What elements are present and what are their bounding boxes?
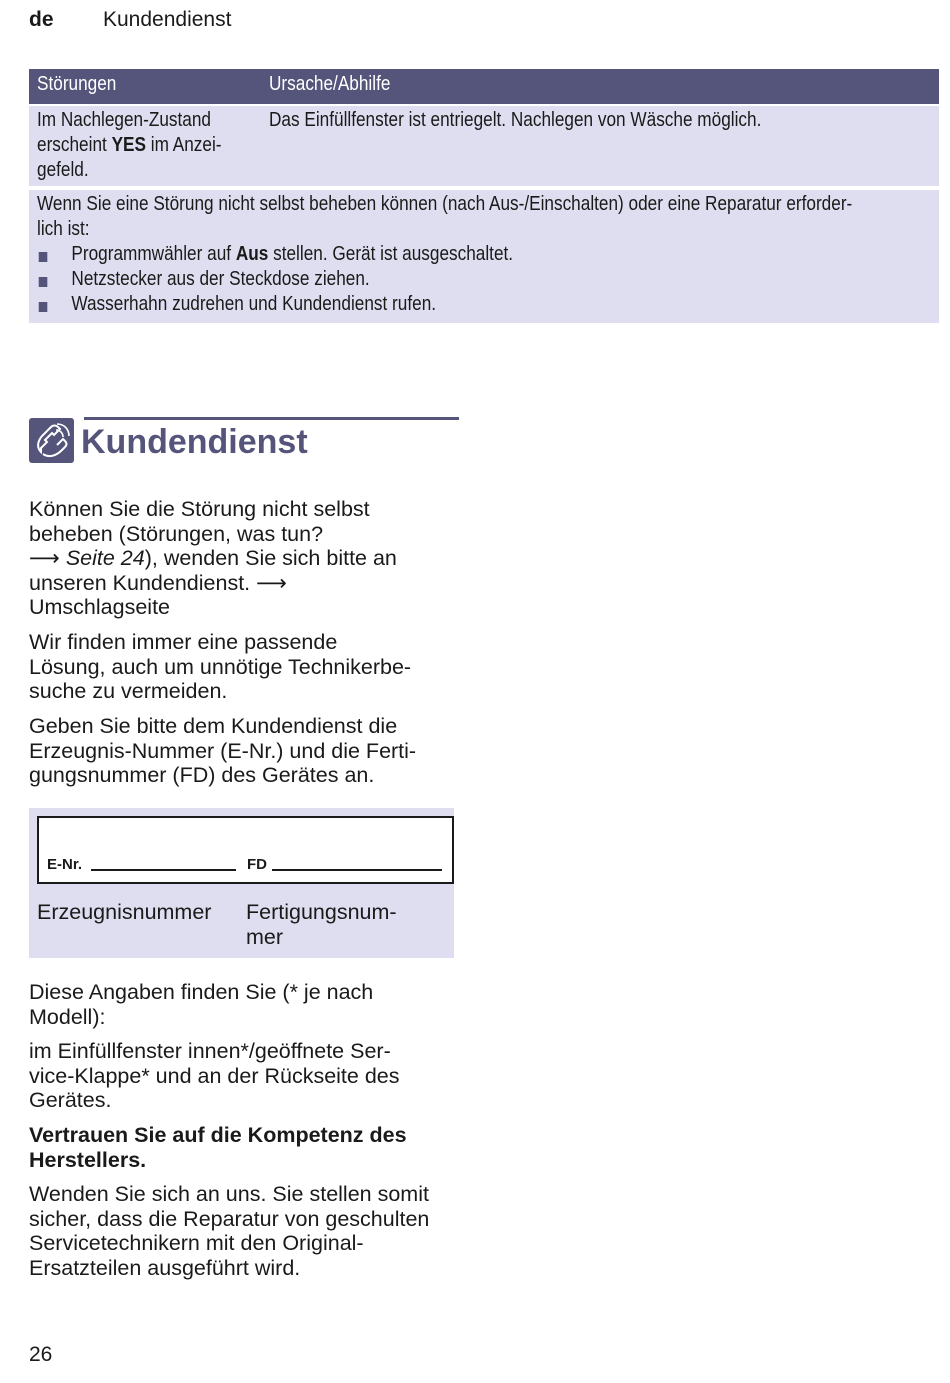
bullet-text: Wasserhahn zudrehen und Kundendienst rufen. bbox=[71, 293, 437, 315]
table-note bbox=[29, 190, 939, 323]
caption-product-number: Erzeugnisnummer bbox=[37, 900, 212, 924]
bullet-square-icon bbox=[39, 277, 48, 287]
phone-icon bbox=[29, 418, 74, 463]
fd-label: FD bbox=[247, 856, 267, 873]
list-item bbox=[37, 242, 936, 267]
body-paragraph-bold: Vertrauen Sie auf die Kompetenz des Herstellers. bbox=[29, 1123, 407, 1172]
section-title: Kundendienst bbox=[81, 423, 308, 461]
page-number: 26 bbox=[29, 1343, 53, 1366]
bullet-text: Netzstecker aus der Steckdose ziehen. bbox=[71, 268, 370, 290]
table-row bbox=[29, 106, 939, 186]
rating-plate-box bbox=[29, 808, 454, 958]
fault-text-1: Im Nachlegen-Zustand erscheint bbox=[37, 109, 212, 156]
fault-cell bbox=[37, 108, 252, 183]
section-rule bbox=[84, 417, 459, 420]
col-header-faults: Störungen bbox=[37, 73, 117, 95]
body-paragraph-3: Geben Sie bitte dem Kundendienst die Erzeugnis-Nummer (E-Nr.) und die Ferti- gungsnummer (FD) des Gerätes an. bbox=[29, 714, 417, 787]
bullet-square-icon bbox=[39, 302, 48, 312]
note-intro: Wenn Sie eine Störung nicht selbst beheben können (nach Aus-/Einschalten) oder eine Reparatur erforder- lich ist: bbox=[37, 193, 853, 240]
table-header bbox=[29, 69, 939, 104]
body-paragraph-1: Können Sie die Störung nicht selbst beheben (Störungen, was tun? ⟶ Seite 24), wenden Sie sich bitte an unseren Kundendienst. ⟶ Umschlagseite bbox=[29, 497, 397, 619]
bullet-text: stellen. Gerät ist ausgeschaltet. bbox=[268, 243, 514, 265]
arrow-icon: ⟶ bbox=[29, 546, 60, 570]
body-paragraph-2: Wir finden immer eine passende Lösung, auch um unnötige Technikerbe- suche zu vermeiden. bbox=[29, 630, 412, 703]
rating-plate-frame bbox=[37, 816, 454, 884]
fd-line bbox=[272, 869, 442, 871]
bullet-text: Programmwähler auf bbox=[71, 243, 236, 265]
fault-text-2: im Anzei- bbox=[146, 134, 222, 156]
cover-reference: Umschlagseite bbox=[29, 595, 170, 619]
arrow-icon: ⟶ bbox=[256, 570, 287, 595]
page-reference-link[interactable]: Seite 24 bbox=[65, 546, 145, 570]
header-section-title: Kundendienst bbox=[103, 8, 232, 31]
fault-text-3: gefeld. bbox=[37, 159, 89, 181]
enr-label: E-Nr. bbox=[47, 856, 83, 873]
enr-line bbox=[91, 869, 236, 871]
bullet-square-icon bbox=[39, 252, 48, 262]
remedy-cell: Das Einfüllfenster ist entriegelt. Nachlegen von Wäsche möglich. bbox=[269, 109, 762, 131]
header-language: de bbox=[29, 8, 54, 31]
bullet-bold: Aus bbox=[235, 243, 269, 265]
body-paragraph-7: Wenden Sie sich an uns. Sie stellen somit sicher, dass die Reparatur von geschulten Servicetechnikern mit den Original-Ersatzteilen ausgeführt wird. bbox=[29, 1182, 430, 1280]
list-item bbox=[37, 267, 936, 292]
col-header-cause: Ursache/Abhilfe bbox=[269, 73, 391, 95]
body-paragraph-4: Diese Angaben finden Sie (* je nach Modell): bbox=[29, 980, 374, 1029]
body-paragraph-5: im Einfüllfenster innen*/geöffnete Ser- vice-Klappe* und an der Rückseite des Gerätes. bbox=[29, 1039, 400, 1112]
fault-text-bold: YES bbox=[111, 134, 147, 156]
caption-production-number: Fertigungsnum- mer bbox=[246, 900, 397, 949]
note-list bbox=[37, 242, 936, 317]
list-item bbox=[37, 292, 936, 317]
